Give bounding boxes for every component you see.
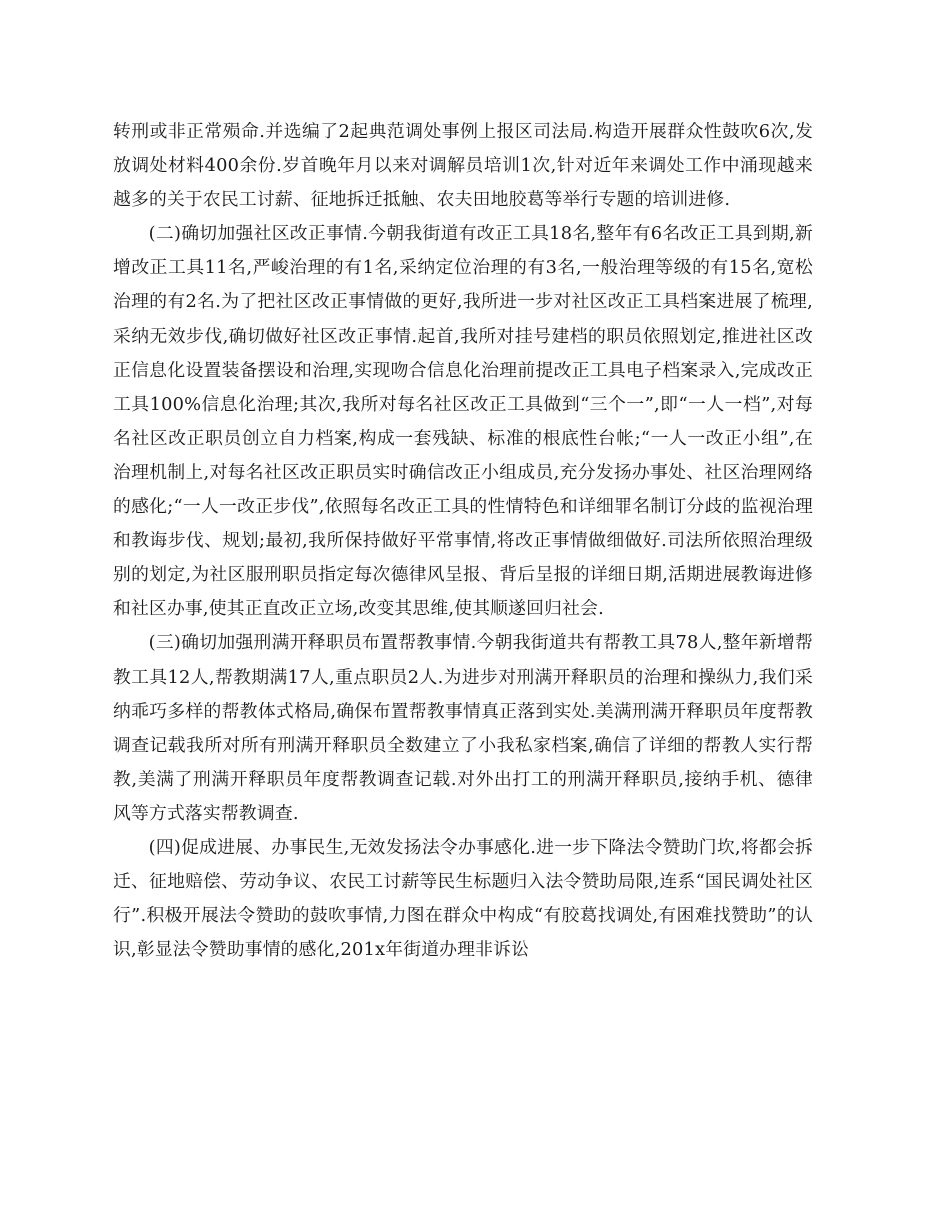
- paragraph-released-persons-assistance: (三)确切加强刑满开释职员布置帮教事情.今朝我街道共有帮教工具78人,整年新增帮教工具12人,帮教期满17人,重点职员2人.为进步对刑满开释职员的治理和操纵力,我们采纳乖巧多样的帮教体式格局,确保布置帮教事情真正落到实处.美满刑满开释职员年度帮教调查记载我所对所有刑满开释职员全数建立了小我私家档案,确信了详细的帮教人实行帮教,美满了刑满开释职员年度帮教调查记载.对外出打工的刑满开释职员,接纳手机、德律风等方式落实帮教调查.: [113, 632, 813, 824]
- document-body: [113, 115, 813, 967]
- paragraph-legal-aid: (四)促成进展、办事民生,无效发扬法令办事感化.进一步下降法令赞助门坎,将都会拆迁、征地赔偿、劳动争议、农民工讨薪等民生标题归入法令赞助局限,连系“国民调处社区行”.积极开展法令赞助的鼓吹事情,力图在群众中构成“有胶葛找调处,有困难找赞助”的认识,彰显法令赞助事情的感化,201x年街道办理非诉讼: [113, 836, 813, 961]
- paragraph-community-correction: (二)确切加强社区改正事情.今朝我街道有改正工具18名,整年有6名改正工具到期,新增改正工具11名,严峻治理的有1名,采纳定位治理的有3名,一般治理等级的有15名,宽松治理的有2名.为了把社区改正事情做的更好,我所进一步对社区改正工具档案进展了梳理,采纳无效步伐,确切做好社区改正事情.起首,我所对挂号建档的职员依照划定,推进社区改正信息化设置装备摆设和治理,实现吻合信息化治理前提改正工具电子档案录入,完成改正工具100%信息化治理;其次,我所对每名社区改正工具做到“三个一”,即“一人一档”,对每名社区改正职员创立自力档案,构成一套残缺、标准的根底性台帐;“一人一改正小组”,在治理机制上,对每名社区改正职员实时确信改正小组成员,充分发扬办事处、社区治理网络的感化;“一人一改正步伐”,依照每名改正工具的性情特色和详细罪名制订分歧的监视治理和教诲步伐、规划;最初,我所保持做好平常事情,将改正事情做细做好.司法所依照治理级别的划定,为社区服刑职员指定每次德律风呈报、背后呈报的详细日期,活期进展教诲进修和社区办事,使其正直改正立场,改变其思维,使其顺遂回归社会.: [113, 223, 813, 620]
- paragraph-continued: 转刑或非正常殒命.并选编了2起典范调处事例上报区司法局.构造开展群众性鼓吹6次,发放调处材料400余份.岁首晚年月以来对调解员培训1次,针对近年来调处工作中涌现越来越多的关于农民工讨薪、征地拆迁抵触、农夫田地胶葛等举行专题的培训进修.: [113, 121, 813, 211]
